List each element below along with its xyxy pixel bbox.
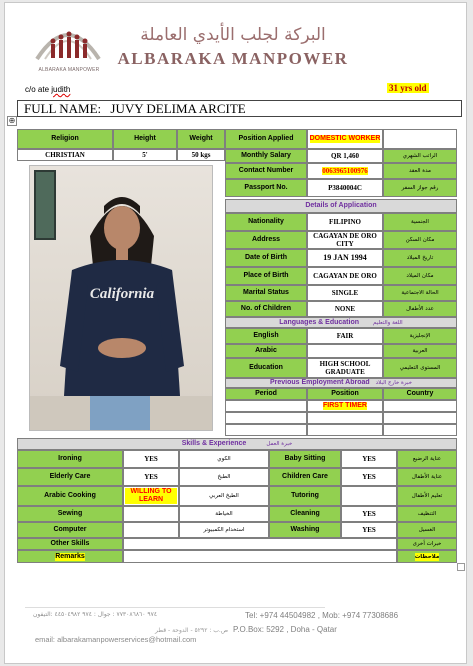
position-applied-value xyxy=(307,129,383,149)
employment-country-cell xyxy=(383,412,457,424)
skill-ironing-arabic: الكوي xyxy=(179,450,269,468)
address-value: CAGAYAN DE ORO CITY xyxy=(307,231,383,249)
employment-period-cell xyxy=(225,424,307,436)
arabic-arabic: العربية xyxy=(383,344,457,358)
languages-section-title xyxy=(225,317,457,328)
monthly-salary-value: QR 1,460 xyxy=(307,149,383,163)
skill-arabic-cooking-label: Arabic Cooking xyxy=(17,486,123,506)
other-skills-arabic: خبرات أخرى xyxy=(397,538,457,550)
skills-title: Skills & Experience xyxy=(181,440,247,447)
remarks-label: Remarks xyxy=(55,552,85,560)
skill-baby-sitting-arabic: عناية الرضيع xyxy=(397,450,457,468)
languages-title: Languages & Education xyxy=(279,318,360,326)
education-value: HIGH SCHOOL GRADUATE xyxy=(307,358,383,378)
marital-status-label: Marital Status xyxy=(225,285,307,301)
passport-label: Passport No. xyxy=(225,179,307,197)
address-label: Address xyxy=(225,231,307,249)
position-header: Position xyxy=(307,388,383,400)
employment-position-cell xyxy=(307,424,383,436)
skill-elderly-care-label: Elderly Care xyxy=(17,468,123,486)
passport-arabic: رقم جواز السفر xyxy=(383,179,457,197)
marital-status-value: SINGLE xyxy=(307,285,383,301)
skill-children-care-label: Children Care xyxy=(269,468,341,486)
full-name-value: JUVY DELIMA ARCITE xyxy=(110,101,246,116)
skill-sewing-label: Sewing xyxy=(17,506,123,522)
skill-elderly-care-value: YES xyxy=(123,468,179,486)
blank-cell xyxy=(383,129,457,149)
employment-country-cell xyxy=(383,400,457,412)
employment-period-cell xyxy=(225,400,307,412)
employment-position-cell xyxy=(307,400,383,412)
contact-number-value: 0063965100976 xyxy=(322,167,368,175)
skill-washing-label: Washing xyxy=(269,522,341,538)
age-badge: 31 yrs old xyxy=(389,83,427,93)
brand-name-arabic: البركة لجلب الأيدي العاملة xyxy=(140,25,326,45)
skill-ironing-label: Ironing xyxy=(17,450,123,468)
skills-title-arabic: خبرة العمل xyxy=(266,441,293,447)
position-applied-header: Position Applied xyxy=(225,129,307,149)
address-arabic: مكان السكن xyxy=(383,231,457,249)
skill-sewing-arabic: الخياطة xyxy=(179,506,269,522)
skill-cleaning-label: Cleaning xyxy=(269,506,341,522)
skill-sewing-value xyxy=(123,506,179,522)
footer-email: email: albarakamanpowerservices@hotmail.com xyxy=(35,635,197,644)
education-arabic: المستوى التعليمي xyxy=(383,358,457,378)
skill-children-care-arabic: عناية الأطفال xyxy=(397,468,457,486)
position-applied-text: DOMESTIC WORKER xyxy=(309,135,381,142)
skill-arabic-cooking-value: WILLING TO LEARN xyxy=(125,488,177,504)
contact-number-cell xyxy=(307,163,383,179)
skill-cleaning-arabic: التنظيف xyxy=(397,506,457,522)
skill-computer-value xyxy=(123,522,179,538)
weight-value: 50 kgs xyxy=(177,149,225,161)
religion-header: Religion xyxy=(17,129,113,149)
shirt-print: California xyxy=(89,286,155,302)
children-count-arabic: عدد الأطفال xyxy=(383,301,457,317)
first-timer-text: FIRST TIMER xyxy=(323,402,367,409)
country-header: Country xyxy=(383,388,457,400)
footer-phone: Tel: +974 44504982 , Mob: +974 77308686 xyxy=(245,611,399,620)
height-value: 5' xyxy=(113,149,177,161)
employment-title: Previous Employment Abroad xyxy=(269,379,370,386)
skill-computer-label: Computer xyxy=(17,522,123,538)
nationality-arabic: الجنسية xyxy=(383,213,457,231)
place-of-birth-arabic: مكان الميلاد xyxy=(383,267,457,285)
care-of-name: judith xyxy=(51,85,71,94)
logo-caption: ALBARAKA MANPOWER xyxy=(38,67,100,73)
skill-washing-arabic: الغسيل xyxy=(397,522,457,538)
languages-title-arabic: اللغة والتعليم xyxy=(373,319,403,326)
employment-title-arabic: خبرة خارج البلاد xyxy=(375,380,413,386)
remarks-value xyxy=(123,550,397,563)
skill-computer-arabic: استخدام الكمبيوتر xyxy=(179,522,269,538)
footer-po-box: P.O.Box: 5292 , Doha - Qatar xyxy=(233,625,337,634)
skills-section-title xyxy=(17,438,457,450)
other-skills-label: Other Skills xyxy=(17,538,123,550)
table-resize-handle-icon[interactable] xyxy=(457,563,465,571)
footer-phone-arabic: ٩٧٤ ٧٧٣٠٨٦٨٦٠ : جوال : ٩٧٤ ٤٤٥٠٤٩٨٢ :التيفون xyxy=(33,611,158,618)
skill-baby-sitting-value: YES xyxy=(341,450,397,468)
employment-country-cell xyxy=(383,424,457,436)
remarks-label-cell xyxy=(17,550,123,563)
employment-section-title xyxy=(225,378,457,388)
english-label: English xyxy=(225,328,307,344)
contact-number-label: Contact Number xyxy=(225,163,307,179)
arabic-label: Arabic xyxy=(225,344,307,358)
skill-washing-value: YES xyxy=(341,522,397,538)
care-of-line xyxy=(25,85,70,94)
employment-position-cell xyxy=(307,412,383,424)
skill-tutoring-value xyxy=(341,486,397,506)
footer-po-arabic: ص.ب : ٥٢٩٢ - الدوحة - قطر xyxy=(155,627,229,634)
english-value: FAIR xyxy=(307,328,383,344)
nationality-label: Nationality xyxy=(225,213,307,231)
skill-children-care-value: YES xyxy=(341,468,397,486)
skill-tutoring-label: Tutoring xyxy=(269,486,341,506)
employment-period-cell xyxy=(225,412,307,424)
applicant-photo xyxy=(29,165,213,431)
nationality-value: FILIPINO xyxy=(307,213,383,231)
skill-elderly-care-arabic: الطبخ xyxy=(179,468,269,486)
monthly-salary-arabic: الراتب الشهري xyxy=(383,149,457,163)
marital-status-arabic: الحالة الاجتماعية xyxy=(383,285,457,301)
footer-divider xyxy=(25,607,325,608)
skill-baby-sitting-label: Baby Sitting xyxy=(269,450,341,468)
contact-number-arabic: مدة العقد xyxy=(383,163,457,179)
children-count-label: No. of Children xyxy=(225,301,307,317)
skill-cleaning-value: YES xyxy=(341,506,397,522)
remarks-arabic-cell xyxy=(397,550,457,563)
religion-value: CHRISTIAN xyxy=(17,149,113,161)
application-section-title: Details of Application xyxy=(225,199,457,213)
passport-value: P3840004C xyxy=(307,179,383,197)
arabic-value xyxy=(307,344,383,358)
place-of-birth-label: Place of Birth xyxy=(225,267,307,285)
children-count-value: NONE xyxy=(307,301,383,317)
date-of-birth-label: Date of Birth xyxy=(225,249,307,267)
english-arabic: الإنجليزية xyxy=(383,328,457,344)
table-move-handle-icon[interactable]: ⊕ xyxy=(8,116,16,125)
full-name-label: FULL NAME: xyxy=(24,101,102,116)
brand-name-english: ALBARAKA MANPOWER xyxy=(117,49,349,68)
skill-tutoring-arabic: تعليم الأطفال xyxy=(397,486,457,506)
place-of-birth-value: CAGAYAN DE ORO xyxy=(307,267,383,285)
full-name-row xyxy=(17,100,462,117)
weight-header: Weight xyxy=(177,129,225,149)
biodata-page xyxy=(4,2,467,664)
remarks-arabic: ملاحظات xyxy=(414,553,440,560)
monthly-salary-label: Monthly Salary xyxy=(225,149,307,163)
height-header: Height xyxy=(113,129,177,149)
skill-arabic-cooking-arabic: الطبخ العربي xyxy=(179,486,269,506)
education-label: Education xyxy=(225,358,307,378)
date-of-birth-value: 19 JAN 1994 xyxy=(307,249,383,267)
period-header: Period xyxy=(225,388,307,400)
care-of-prefix: c/o ate xyxy=(25,85,52,94)
skill-ironing-value: YES xyxy=(123,450,179,468)
date-of-birth-arabic: تاريخ الميلاد xyxy=(383,249,457,267)
other-skills-value xyxy=(123,538,397,550)
skill-arabic-cooking-cell xyxy=(123,486,179,506)
